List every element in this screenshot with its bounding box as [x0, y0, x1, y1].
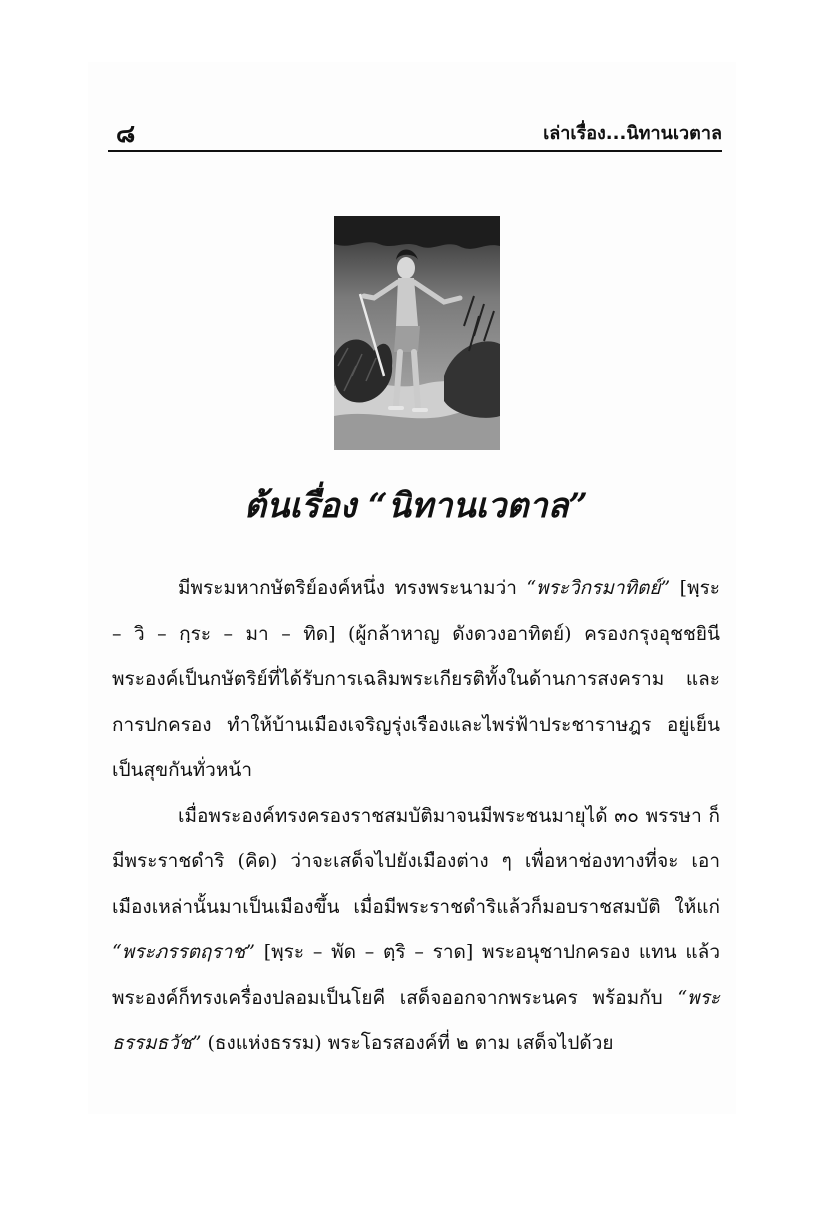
illustration-ascetic-figure: [334, 216, 500, 450]
paragraph-2-lead: เมื่อพระองค์ทรงครองราชสมบัติมาจนมีพระชนมายุได้ ๓๐ พรรษา ก็มีพระราชดำริ (คิด) ว่าจะเสด็จไปยังเมืองต่าง ๆ เพื่อหาช่องทางที่จะ เอาเมืองเหล่านั้นมาเป็นเมืองขึ้น เมื่อมีพระราชดำริแล้วก็มอบราชสมบัติ ให้แก่: [112, 804, 720, 918]
paragraph-1: [112, 566, 720, 794]
son-name: “พระธรรมธวัช”: [112, 986, 720, 1054]
brother-name: “พระภรรตฤราช”: [112, 941, 255, 963]
page-number: ๘: [116, 119, 136, 148]
page-header: [110, 112, 722, 148]
body-text: [112, 566, 720, 1067]
paragraph-2-mid: [พฺระ – พัด – ตฺริ – ราด] พระอนุชาปกครอง แทน แล้วพระองค์ก็ทรงเครื่องปลอมเป็นโยคี เสด็จออกจากพระนคร พร้อมกับ: [112, 941, 720, 1009]
chapter-title: ต้นเรื่อง “นิทานเวตาล”: [244, 486, 588, 526]
running-title: เล่าเรื่อง...นิทานเวตาล: [543, 123, 722, 144]
king-name: “พระวิกรมาทิตย์”: [526, 577, 671, 599]
paragraph-1-lead: มีพระมหากษัตริย์องค์หนึ่ง ทรงพระนามว่า: [178, 577, 527, 599]
paragraph-2: [112, 794, 720, 1067]
paragraph-1-rest: [พฺระ – วิ – กฺระ – มา – ทิด] (ผู้กล้าหาญ ดังดวงอาทิตย์) ครองกรุงอุชชยินี พระองค์เป็นกษัตริย์ที่ได้รับการเฉลิมพระเกียรติทั้งในด้านการสงคราม และการปกครอง ทำให้บ้านเมืองเจริญรุ่งเรืองและไพร่ฟ้าประชาราษฎร อยู่เย็นเป็นสุขกันทั่วหน้า: [112, 577, 720, 781]
paragraph-2-rest: (ธงแห่งธรรม) พระโอรสองค์ที่ ๒ ตาม เสด็จไปด้วย: [201, 1032, 614, 1054]
header-rule: [108, 150, 722, 152]
